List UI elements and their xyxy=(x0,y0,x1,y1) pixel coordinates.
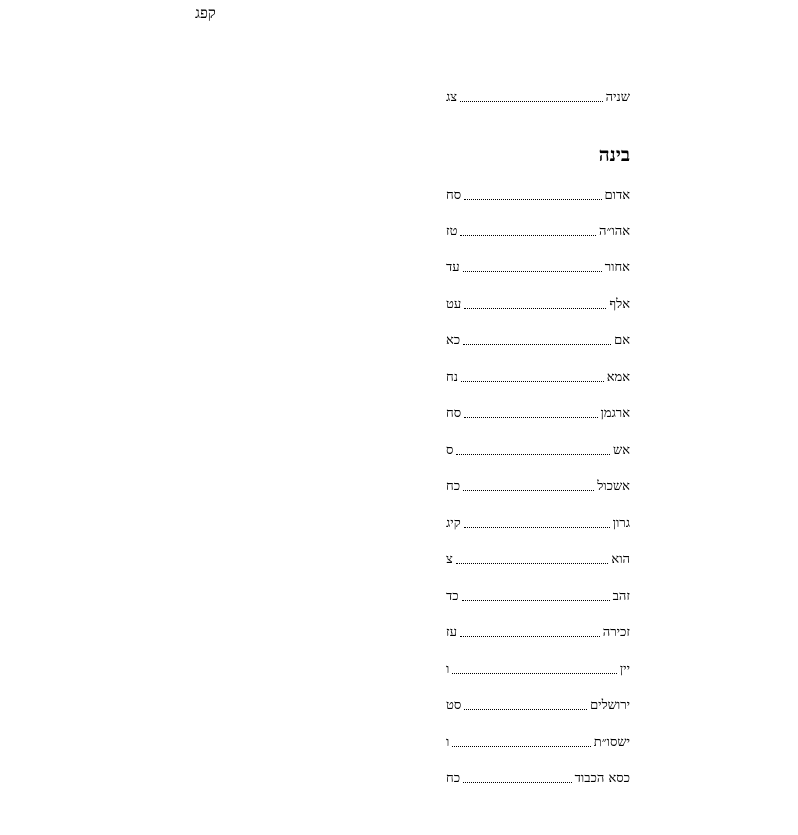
dot-leader xyxy=(463,344,611,345)
index-term: אהו״ה xyxy=(598,224,630,239)
index-page-ref: סח xyxy=(446,406,462,421)
index-page-ref: צג xyxy=(446,90,458,105)
index-term: גרון xyxy=(612,516,630,531)
index-term: יין xyxy=(619,662,630,677)
index-term: ירושלים xyxy=(590,698,630,713)
index-page-ref: עז xyxy=(446,625,457,640)
index-term: אם xyxy=(614,333,630,348)
index-term: אש xyxy=(612,443,630,458)
index-term: אמא xyxy=(606,370,630,385)
index-term: הוא xyxy=(611,552,630,567)
index-entry xyxy=(446,477,630,495)
dot-leader xyxy=(463,490,594,491)
index-page-ref: כח xyxy=(446,771,461,786)
index-page-ref: קיג xyxy=(446,516,461,531)
section-heading: בינה xyxy=(598,144,630,166)
index-page-ref: כד xyxy=(446,589,459,604)
index-entry xyxy=(446,514,630,532)
index-entry xyxy=(446,404,630,422)
dot-leader xyxy=(456,454,610,455)
dot-leader xyxy=(463,782,572,783)
dot-leader xyxy=(460,235,595,236)
index-entry xyxy=(446,623,630,641)
dot-leader xyxy=(464,527,610,528)
index-term: אלף xyxy=(609,297,630,312)
dot-leader xyxy=(462,600,610,601)
index-entry xyxy=(446,295,630,313)
dot-leader xyxy=(456,563,609,564)
index-page-ref: ו xyxy=(446,662,450,677)
index-page-ref: צ xyxy=(446,552,453,567)
index-entry xyxy=(446,733,630,751)
index-entry xyxy=(446,368,630,386)
index-page-ref: עט xyxy=(446,297,462,312)
index-term: ישסו״ת xyxy=(593,735,630,750)
dot-leader xyxy=(463,271,602,272)
index-page-ref: כא xyxy=(446,333,461,348)
dot-leader xyxy=(464,199,601,200)
index-entry xyxy=(446,441,630,459)
index-term: אשכול xyxy=(597,479,630,494)
index-page-ref: סט xyxy=(446,698,462,713)
index-entry xyxy=(446,550,630,568)
index-entry xyxy=(446,769,630,787)
dot-leader xyxy=(464,709,587,710)
index-page-ref: כח xyxy=(446,479,461,494)
dot-leader xyxy=(464,417,597,418)
dot-leader xyxy=(452,746,590,747)
page-number: קפג xyxy=(195,4,216,22)
index-term: ארגמן xyxy=(600,406,630,421)
index-page-ref: עד xyxy=(446,260,460,275)
index-entry xyxy=(446,186,630,204)
index-entry xyxy=(446,587,630,605)
index-entry xyxy=(446,222,630,240)
dot-leader xyxy=(460,101,603,102)
index-term: אדום xyxy=(604,188,630,203)
index-term: אחור xyxy=(604,260,630,275)
dot-leader xyxy=(461,381,604,382)
index-term: זהב xyxy=(612,589,630,604)
index-page-ref: נח xyxy=(446,370,458,385)
index-entry xyxy=(446,258,630,276)
index-entry xyxy=(446,696,630,714)
dot-leader xyxy=(464,308,606,309)
index-entry xyxy=(446,331,630,349)
dot-leader xyxy=(460,636,600,637)
index-page-ref: סח xyxy=(446,188,462,203)
index-entry-top xyxy=(446,88,630,106)
dot-leader xyxy=(452,673,617,674)
index-term: כסא הכבוד xyxy=(574,771,630,786)
index-entry xyxy=(446,660,630,678)
index-page-ref: ו xyxy=(446,735,450,750)
index-page-ref: טז xyxy=(446,224,458,239)
index-page-ref: ס xyxy=(446,443,454,458)
index-term: שניה xyxy=(605,90,630,105)
index-term: זכירה xyxy=(602,625,630,640)
